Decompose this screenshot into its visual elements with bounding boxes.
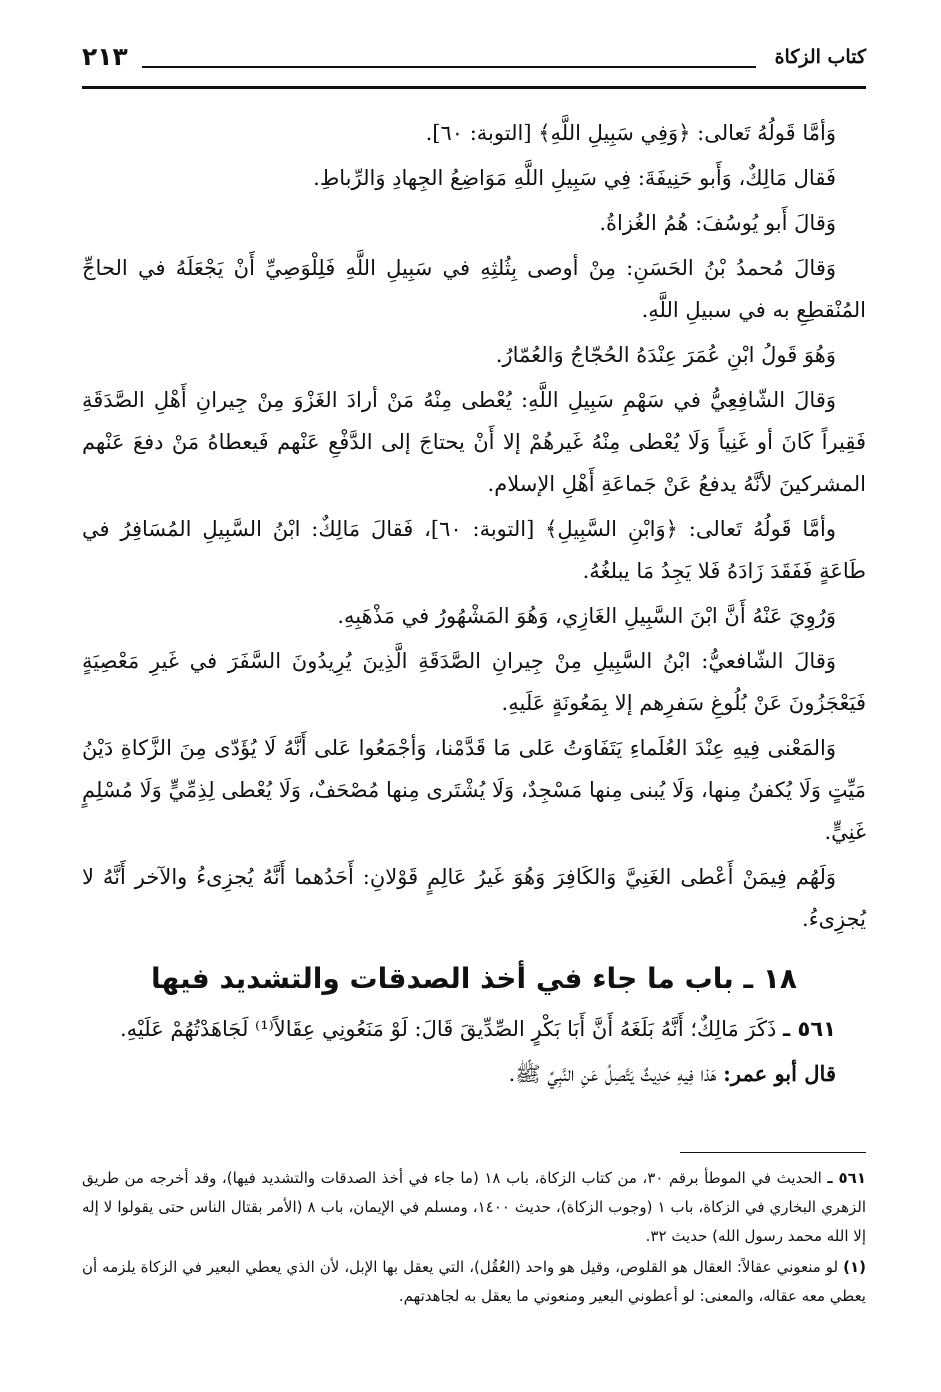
paragraph: وَهُوَ قَولُ ابْنِ عُمَرَ عِنْدَهُ الحُجّاجُ وَالعُمّارُ. — [495, 343, 836, 367]
chapter-heading: ١٨ ـ باب ما جاء في أخذ الصدقات والتشديد فيها — [150, 962, 798, 995]
paragraph: وَقالَ الشّافعيُّ: ابْنُ السَّبِيلِ مِنْ جِيرانِ الصَّدَقَةِ الَّذِينَ يُرِيدُونَ السَّفَرَ في غَيرِ مَعْصِيَةٍ فَيَعْجَزُونَ عَنْ بُلُوغِ سَفرِهم إلا بِمَعُونَةٍ عَلَيهِ. — [82, 649, 866, 715]
hadith-number: ٥٦١ ـ — [783, 1017, 836, 1041]
commentary-text: هَذا فِيهِ حَدِيثٌ يَتَّصِلُ عَنِ النَّبِيِّ ﷺ. — [508, 1062, 717, 1086]
footnote-text: الحديث في الموطأ برقم ٣٠، من كتاب الزكاة، باب ١٨ (ما جاء في أخذ الصدقات والتشديد فيها)، وقد أخرجه من طريق الزهري البخاري في الزكاة، باب ١ (وجوب الزكاة)، حديث ١٤٠٠، ومسلم في الإيمان، باب ٨ (الأمر بقتال الناس حتى يقولوا لا إله إلا الله محمد رسول الله) حديث ٣٢. — [82, 1169, 867, 1245]
footnote-separator — [680, 1152, 866, 1153]
paragraph: وَأمَّا قَولُهُ تَعالى: ﴿وَفِي سَبِيلِ اللَّهِ﴾ [التوبة: ٦٠]. — [425, 121, 836, 145]
paragraph: وَقالَ أَبو يُوسُفَ: هُمُ الغُزاةُ. — [599, 211, 836, 235]
header-line — [142, 66, 756, 68]
header-rule — [82, 86, 866, 89]
paragraph: فَقال مَالِكٌ، وَأَبو حَنِيفَةَ: فِي سَبِيلِ اللَّهِ مَوَاضِعُ الجِهادِ وَالرِّباطِ. — [313, 166, 836, 190]
footnote — [82, 1253, 866, 1311]
hadith-paragraph — [82, 1008, 866, 1050]
running-title: كتاب الزكاة — [774, 46, 866, 68]
paragraph: وَلَهُم فِيمَنْ أَعْطى الغَنِيَّ وَالكَافِرَ وَهُوَ غَيرُ عَالِمٍ قَوْلانِ: أَحَدُهما أَنَّهُ يُجزِىءُ والآخر أَنَّهُ لا يُجزِىءُ. — [82, 865, 866, 931]
paragraph: وَالمَعْنى فِيهِ عِنْدَ العُلَماءِ يَتَفَاوَتُ عَلى مَا قَدَّمْنا، وَأجْمَعُوا عَلى أَنَّهُ لَا يُؤَدّى مِنَ الزَّكاةِ دَيْنُ مَيِّتٍ وَلَا يُكفنُ مِنها، وَلَا يُبنى مِنها مَسْجِدٌ، وَلَا يُشْتَرى مِنها مُصْحَفٌ، وَلَا يُعْطى لِذِمِّيٍّ وَلَا مُسْلِمٍ غَنِيٍّ. — [82, 736, 866, 844]
footnote — [82, 1164, 866, 1251]
paragraph: وأمَّا قَولُهُ تَعالى: ﴿وَابْنِ السَّبِيلِ﴾ [التوبة: ٦٠]، فَقالَ مَالِكٌ: ابْنُ السَّبِيلِ المُسَافِرُ في طَاعَةٍ فَفَقَدَ زَادَهُ فَلا يَجِدُ مَا يبلغُهُ. — [82, 517, 866, 583]
main-text — [82, 112, 866, 1098]
paragraph: وَرُوِيَ عَنْهُ أَنَّ ابْنَ السَّبِيلِ الغَازِي، وَهُوَ المَشْهُورُ في مَذْهَبِهِ. — [337, 604, 836, 628]
footnote-mark: (١) — [843, 1258, 866, 1276]
paragraph: وَقالَ الشّافِعِيُّ في سَهْمِ سَبِيلِ اللَّهِ: يُعْطى مِنْهُ مَنْ أرادَ الغَزْوَ مِنْ جِيرانِ أَهْلِ الصَّدَقَةِ فَقِيراً كَانَ أو غَنِياً وَلَا يُعْطى مِنْهُ غَيرهُمْ إلا أَنْ يحتاجَ إلى الدَّفْعِ عَنْهم فَيعطاهُ مَنْ دفعَ عَنْهم المشركينَ لأنَّهُ يدفعُ عَنْ جَماعَةِ أَهْلِ الإسلام. — [82, 388, 866, 496]
paragraph: وَقالَ مُحمدُ بْنُ الحَسَنِ: مِنْ أوصى بِثُلثِهِ في سَبِيلِ اللَّهِ فَلِلْوَصِيِّ أَنْ يَجْعَلَهُ في الحاجِّ المُنْقطِعِ به في سبيلِ اللَّهِ. — [82, 256, 866, 322]
commentary-paragraph — [82, 1053, 866, 1095]
footnote-text: لو منعوني عقالاً: العقال هو القلوص، وقيل هو واحد (العُقُل)، التي يعقل بها الإبل، لأن الذي يعطي البعير في الزكاة يلزمه أن يعطي معه عقاله، والمعنى: لو أعطوني البعير ومنعوني ما يعقل به لجاهدتهم. — [82, 1258, 866, 1305]
page-number: ٢١٣ — [82, 42, 128, 71]
commentator-label: قال أبو عمر: — [723, 1061, 836, 1086]
hadith-text: ذَكَرَ مَالِكٌ؛ أَنَّهُ بَلَغَهُ أَنَّ أَبَا بَكْرٍ الصِّدِّيقَ قَالَ: لَوْ مَنَعُونِي عِقَالاً⁽¹⁾ لَجَاهَدْتُهُمْ عَلَيْهِ. — [120, 1017, 777, 1041]
page-header — [82, 36, 866, 88]
footnotes — [82, 1164, 866, 1313]
footnote-mark: ٥٦١ ـ — [827, 1169, 866, 1187]
